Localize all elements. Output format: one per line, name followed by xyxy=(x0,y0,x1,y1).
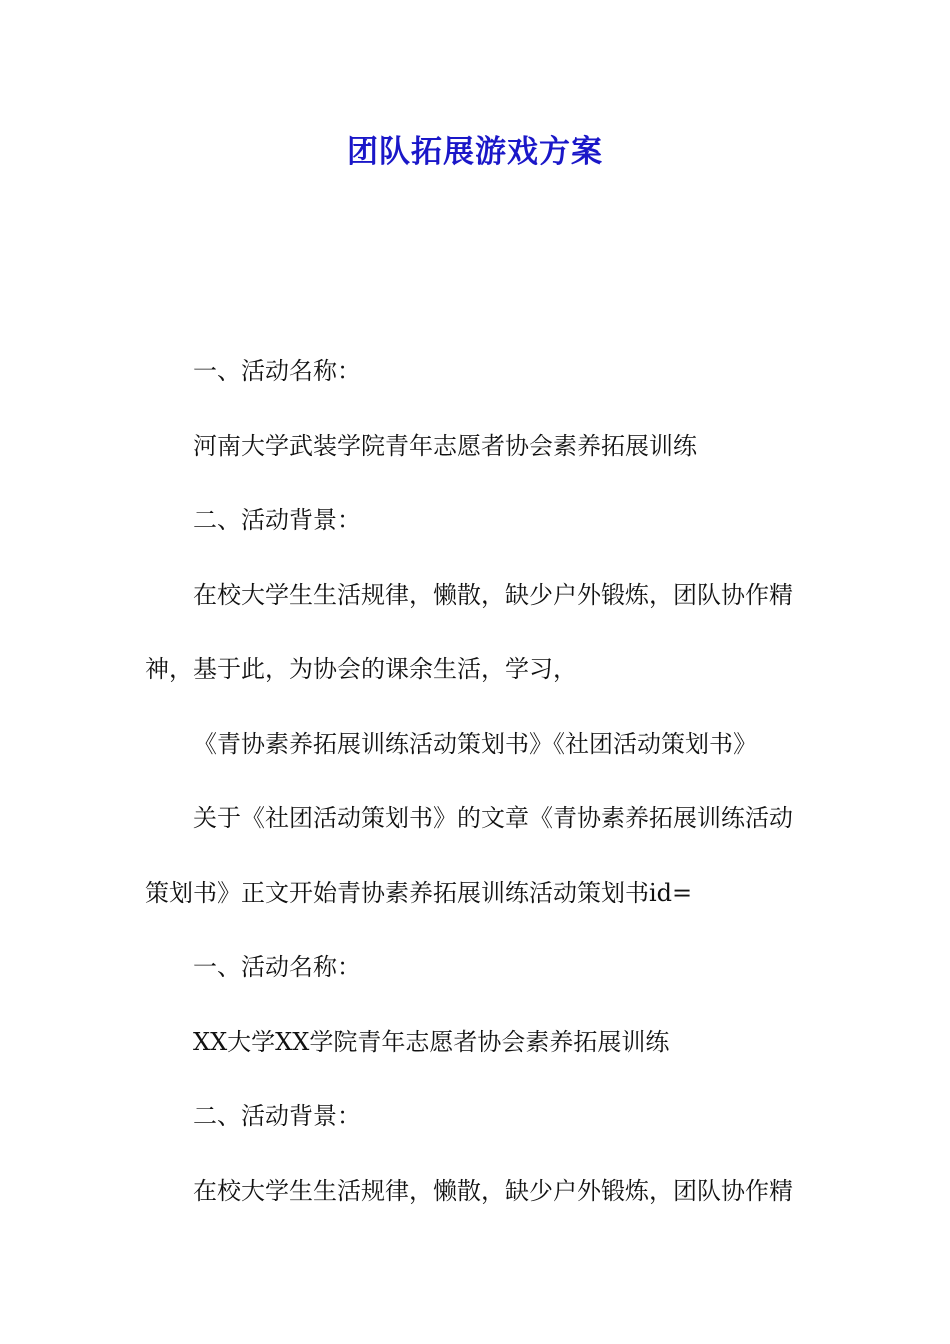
body-paragraph: XX大学XX学院青年志愿者协会素养拓展训练 xyxy=(193,1027,670,1056)
body-paragraph: 关于《社团活动策划书》的文章《青协素养拓展训练活动策划书》正文开始青协素养拓展训练活动策划书id= xyxy=(145,804,793,907)
section-heading: 一、活动名称： xyxy=(193,953,361,981)
body-paragraph: 《青协素养拓展训练活动策划书》《社团活动策划书》 xyxy=(193,729,757,758)
body-paragraph: 在校大学生生活规律，懒散，缺少户外锻炼，团队协作精神，基于此，为协会的课余生活，学习， xyxy=(145,580,793,683)
section-heading: 二、活动背景： xyxy=(193,506,361,534)
document-title: 团队拓展游戏方案 xyxy=(347,134,603,170)
body-paragraph: 在校大学生生活规律，懒散，缺少户外锻炼，团队协作精 xyxy=(193,1176,793,1205)
section-heading: 二、活动背景： xyxy=(193,1102,361,1130)
document-body xyxy=(145,334,810,1228)
section-heading: 一、活动名称： xyxy=(193,357,361,385)
body-paragraph: 河南大学武装学院青年志愿者协会素养拓展训练 xyxy=(193,431,697,460)
